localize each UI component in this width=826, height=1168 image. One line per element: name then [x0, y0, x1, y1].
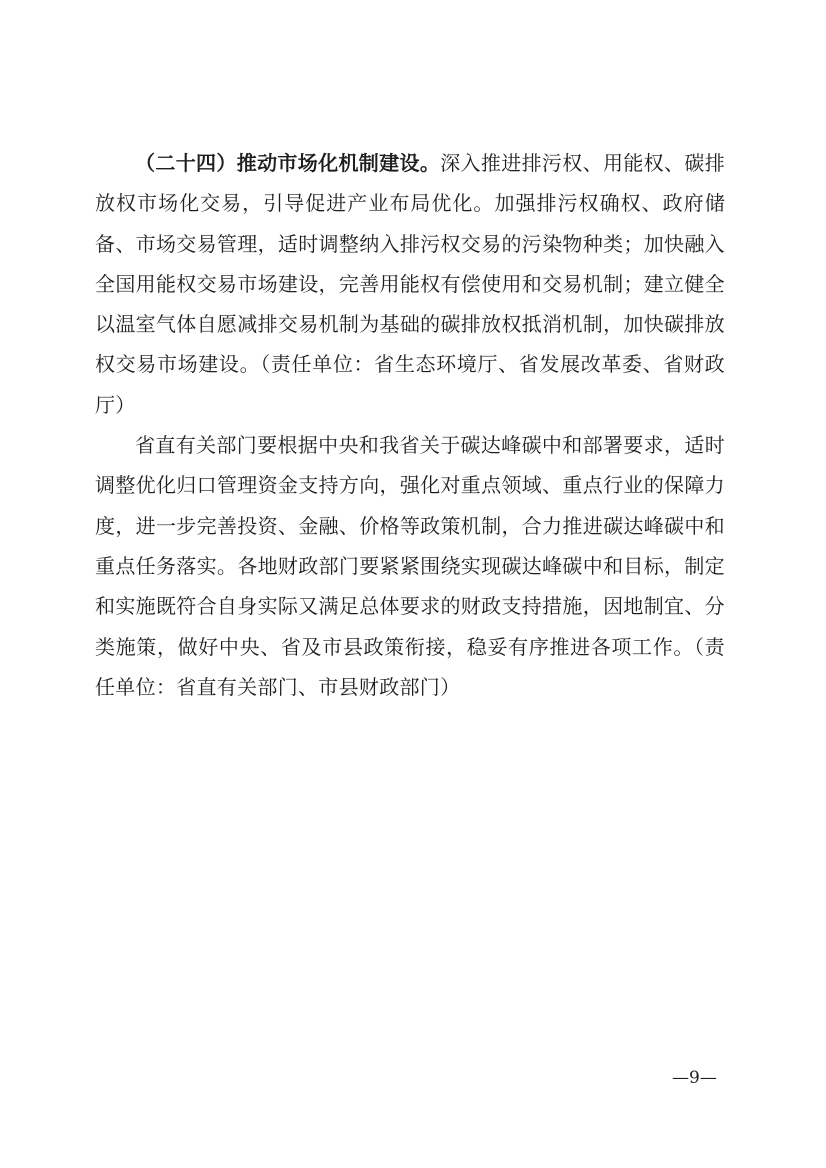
document-body — [95, 143, 725, 707]
section-body: 深入推进排污权、用能权、碳排放权市场化交易，引导促进产业布局优化。加强排污权确权、政府储备、市场交易管理，适时调整纳入排污权交易的污染物种类；加快融入全国用能权交易市场建设，完善用能权有偿使用和交易机制；建立健全以温室气体自愿减排交易机制为基础的碳排放权抵消机制，加快碳排放权交易市场建设。（责任单位：省生态环境厅、省发展改革委、省财政厅） — [95, 151, 726, 417]
page-number: —9— — [672, 1068, 717, 1088]
section-heading: （二十四）推动市场化机制建设。 — [135, 151, 441, 175]
paragraph-section-24 — [95, 143, 725, 425]
paragraph-departments: 省直有关部门要根据中央和我省关于碳达峰碳中和部署要求，适时调整优化归口管理资金支持方向，强化对重点领域、重点行业的保障力度，进一步完善投资、金融、价格等政策机制，合力推进碳达峰碳中和重点任务落实。各地财政部门要紧紧围绕实现碳达峰碳中和目标，制定和实施既符合自身实际又满足总体要求的财政支持措施，因地制宜、分类施策，做好中央、省及市县政策衔接，稳妥有序推进各项工作。（责任单位：省直有关部门、市县财政部门） — [95, 433, 725, 699]
